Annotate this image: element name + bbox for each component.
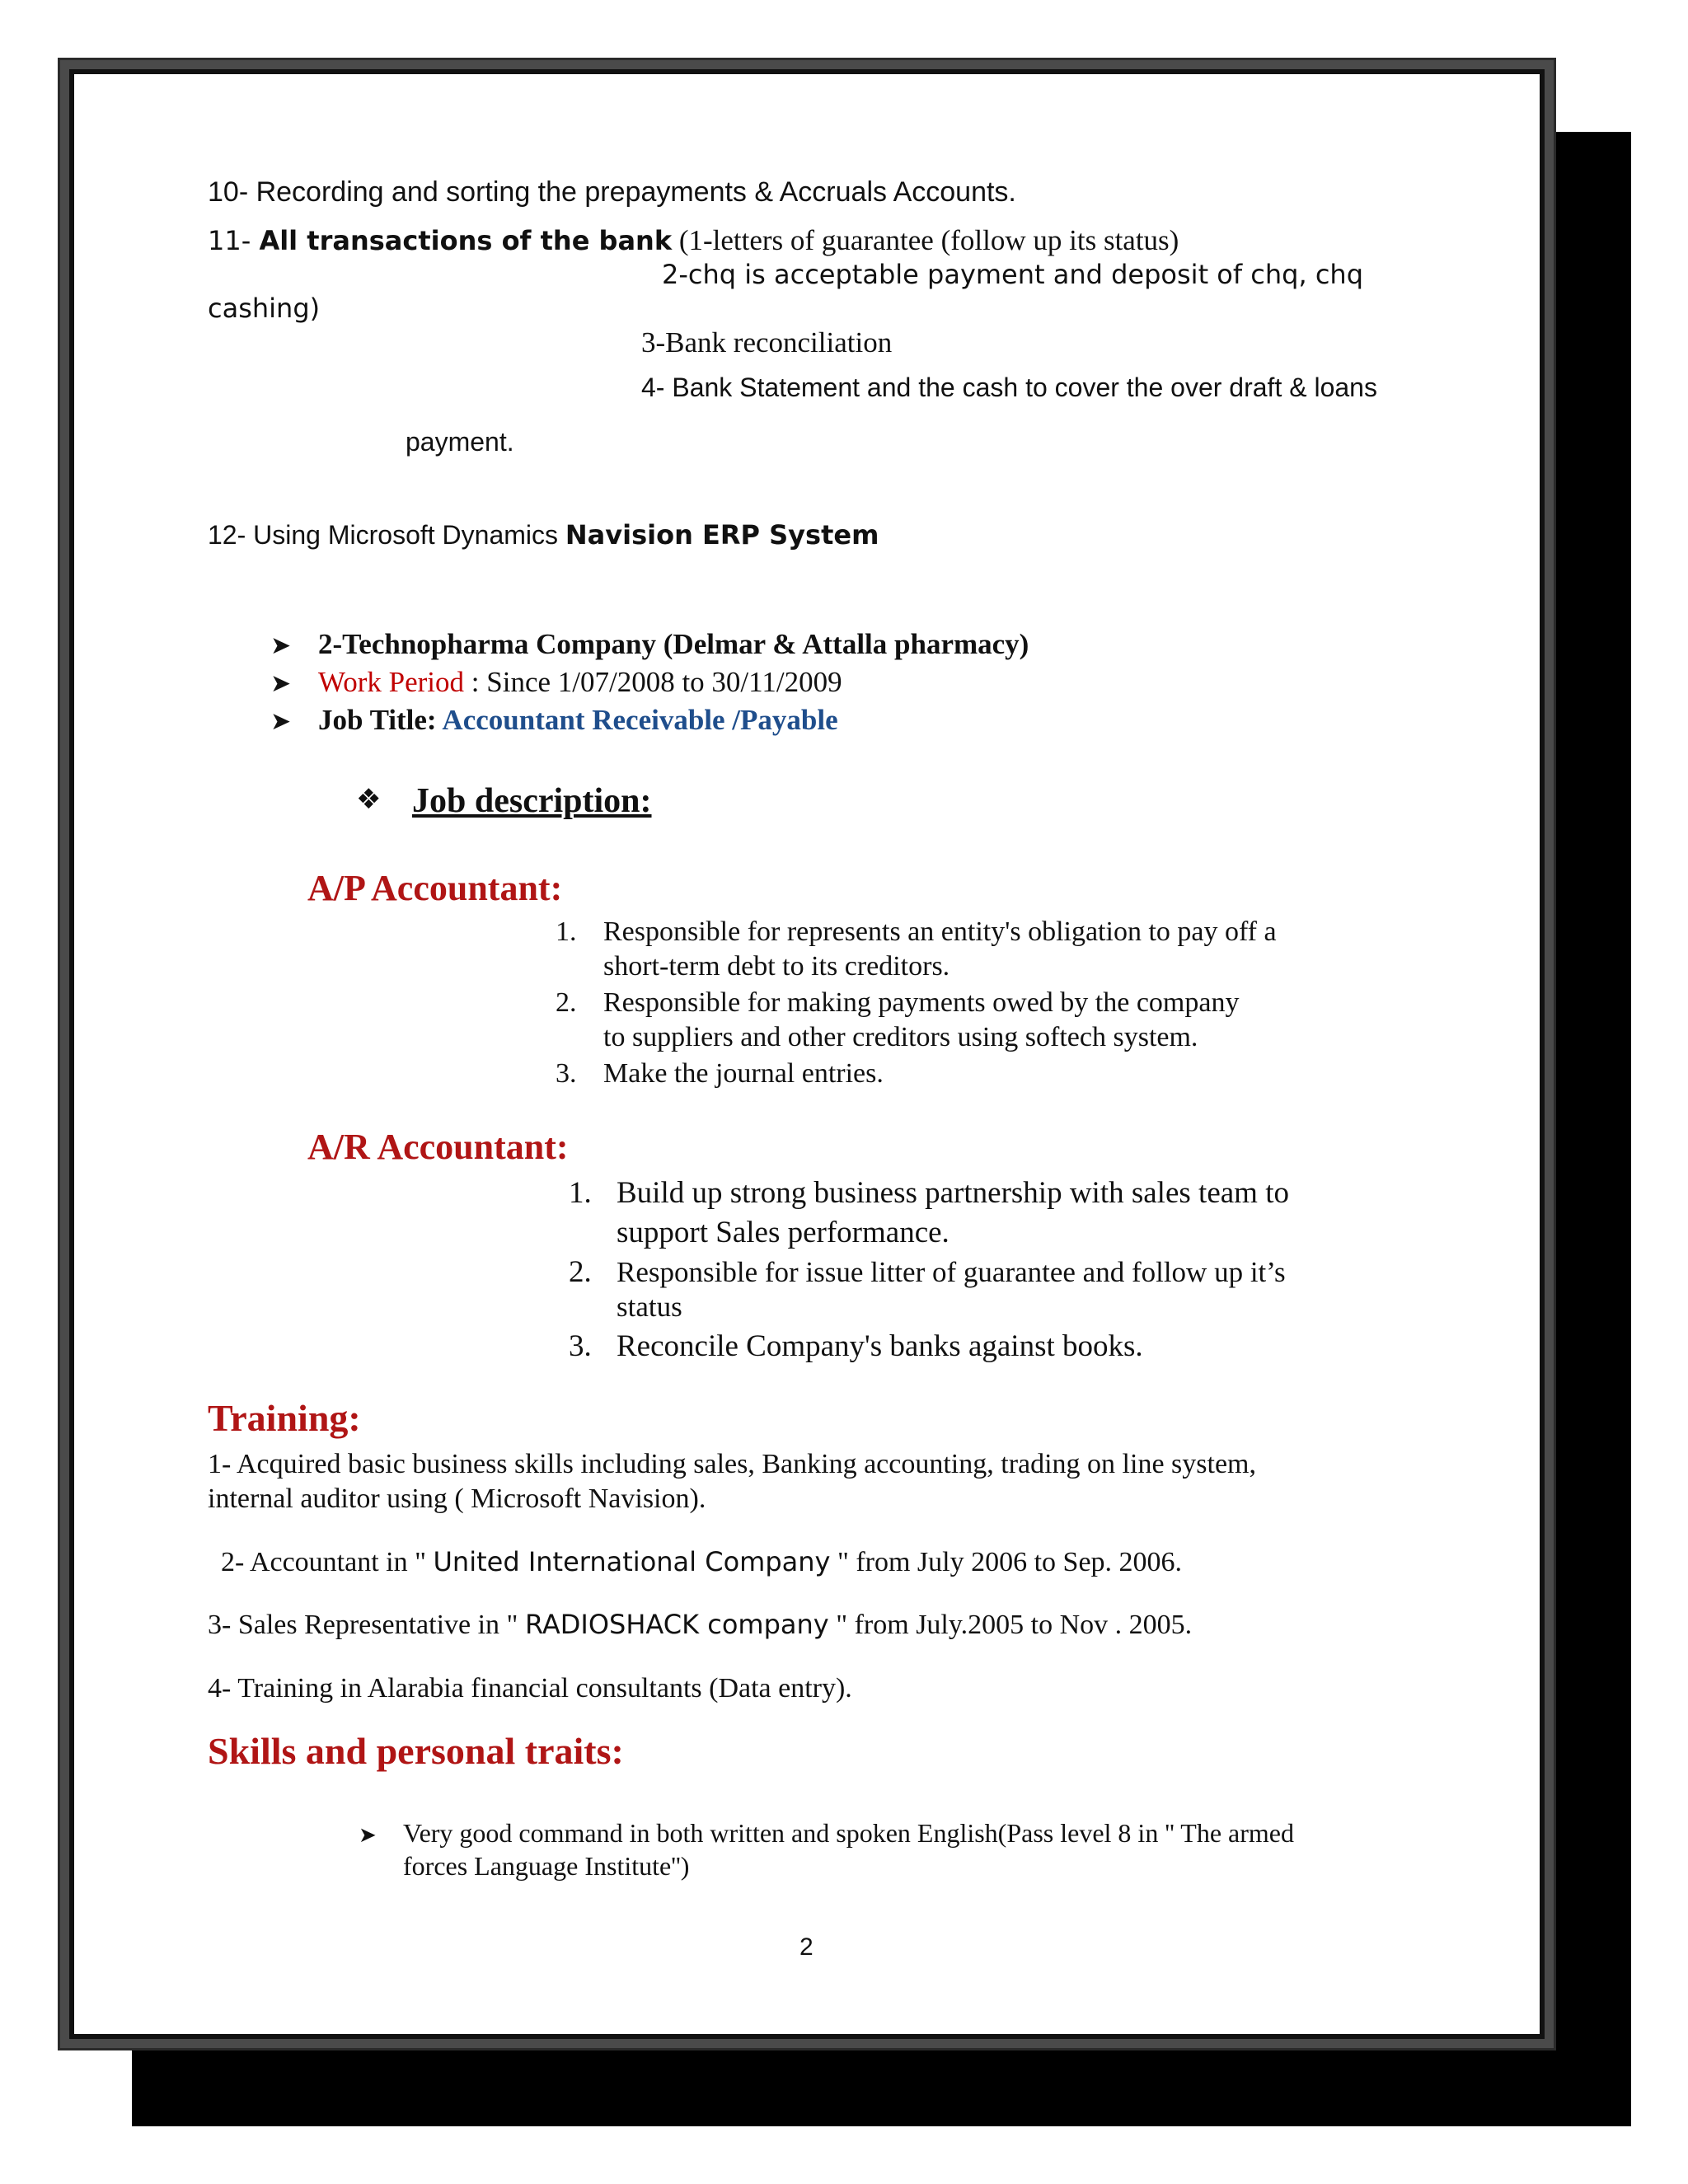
skills-item-1-cont: forces Language Institute'')	[403, 1851, 690, 1881]
page-number: 2	[799, 1933, 814, 1961]
job2-title-line	[270, 704, 838, 737]
four-diamond-bullet-icon: ❖	[356, 783, 382, 816]
training-heading: Training:	[208, 1397, 361, 1439]
training-item-4: 4- Training in Alarabia financial consultants (Data entry).	[208, 1673, 852, 1704]
list-text: Responsible for making payments owed by the company	[603, 987, 1240, 1018]
list-text: Responsible for represents an entity's obligation to pay off a	[603, 916, 1277, 947]
ar-list-item-1	[569, 1175, 1289, 1211]
arrowhead-bullet-icon: ➤	[359, 1823, 377, 1848]
skills-heading: Skills and personal traits:	[208, 1730, 624, 1772]
training-item-3	[208, 1609, 1192, 1641]
duty-item-11-sub2-cont: cashing)	[208, 293, 321, 324]
training-item-1-cont: internal auditor using ( Microsoft Navision).	[208, 1483, 706, 1514]
ar-list-item-1-cont: support Sales performance.	[617, 1216, 950, 1249]
work-period-value: : Since 1/07/2008 to 30/11/2009	[464, 666, 842, 698]
training-item-3-company: RADIOSHACK company	[524, 1609, 829, 1640]
duty-item-12-prefix: 12- Using Microsoft Dynamics	[208, 520, 565, 550]
ap-list-item-1-cont: short-term debt to its creditors.	[603, 951, 950, 982]
duty-item-11-sub2: 2-chq is acceptable payment and deposit of chq, chq	[662, 259, 1364, 290]
list-number: 1.	[569, 1176, 592, 1210]
job-title-label: Job Title:	[318, 704, 443, 736]
duty-item-11-sub4-cont: payment.	[406, 427, 514, 457]
arrowhead-bullet-icon: ➤	[270, 669, 292, 698]
duty-item-11-sub3: 3-Bank reconciliation	[641, 326, 893, 359]
duty-item-11	[208, 224, 1179, 257]
skills-item-1-text: Very good command in both written and spoken English(Pass level 8 in '' The armed	[403, 1818, 1294, 1848]
list-text: Reconcile Company's banks against books.	[617, 1329, 1143, 1363]
arrowhead-bullet-icon: ➤	[270, 707, 292, 736]
ap-list-item-2	[556, 987, 1239, 1019]
ap-list-item-2-cont: to suppliers and other creditors using softech system.	[603, 1022, 1198, 1052]
training-item-2	[221, 1546, 1182, 1578]
ar-heading: A/R Accountant:	[307, 1127, 569, 1167]
job2-work-period-line	[270, 666, 842, 699]
job2-company-line	[270, 628, 1029, 661]
ap-heading: A/P Accountant:	[307, 868, 563, 908]
training-item-2-company: United International Company	[433, 1546, 831, 1577]
job-title-value: Accountant Receivable /Payable	[442, 704, 838, 736]
training-item-2-part: " from July 2006 to Sep. 2006.	[830, 1547, 1183, 1577]
list-text: Build up strong business partnership with sales team to	[617, 1176, 1289, 1210]
training-item-3-part: " from July.2005 to Nov . 2005.	[828, 1610, 1193, 1640]
list-number: 3.	[569, 1329, 592, 1363]
duty-item-11-prefix: 11-	[208, 225, 260, 256]
duty-item-11-sub1: (1-letters of guarantee (follow up its status)	[672, 224, 1179, 256]
ap-list-item-1	[556, 916, 1277, 948]
duty-item-12	[208, 519, 879, 551]
list-text: Make the journal entries.	[603, 1058, 884, 1089]
training-item-2-part: 2- Accountant in "	[221, 1547, 434, 1577]
ap-list-item-3	[556, 1058, 884, 1090]
duty-item-12-bold: Navision ERP System	[565, 519, 879, 551]
duty-item-10: 10- Recording and sorting the prepayments & Accruals Accounts.	[208, 176, 1016, 208]
list-text: Responsible for issue litter of guarantee and follow up it’s	[617, 1256, 1286, 1288]
list-number: 2.	[569, 1255, 592, 1289]
duty-item-11-sub4: 4- Bank Statement and the cash to cover the over draft & loans	[641, 373, 1377, 402]
job-description-heading: Job description:	[412, 782, 652, 820]
job2-company: 2-Technopharma Company (Delmar & Attalla pharmacy)	[318, 628, 1029, 660]
ar-list-item-3	[569, 1329, 1143, 1364]
duty-item-11-bold: All transactions of the bank	[259, 225, 673, 256]
arrowhead-bullet-icon: ➤	[270, 631, 292, 660]
list-number: 1.	[556, 916, 577, 947]
ar-list-item-2	[569, 1254, 1286, 1290]
training-item-1: 1- Acquired basic business skills including sales, Banking accounting, trading on line system,	[208, 1449, 1256, 1479]
skills-item-1	[359, 1818, 1294, 1849]
work-period-label: Work Period	[318, 666, 465, 698]
list-number: 2.	[556, 987, 577, 1018]
ar-list-item-2-cont: status	[617, 1291, 682, 1323]
list-number: 3.	[556, 1058, 577, 1089]
document-page	[69, 69, 1545, 2039]
training-item-3-part: 3- Sales Representative in "	[208, 1610, 525, 1640]
job-description-heading-line	[356, 781, 652, 821]
